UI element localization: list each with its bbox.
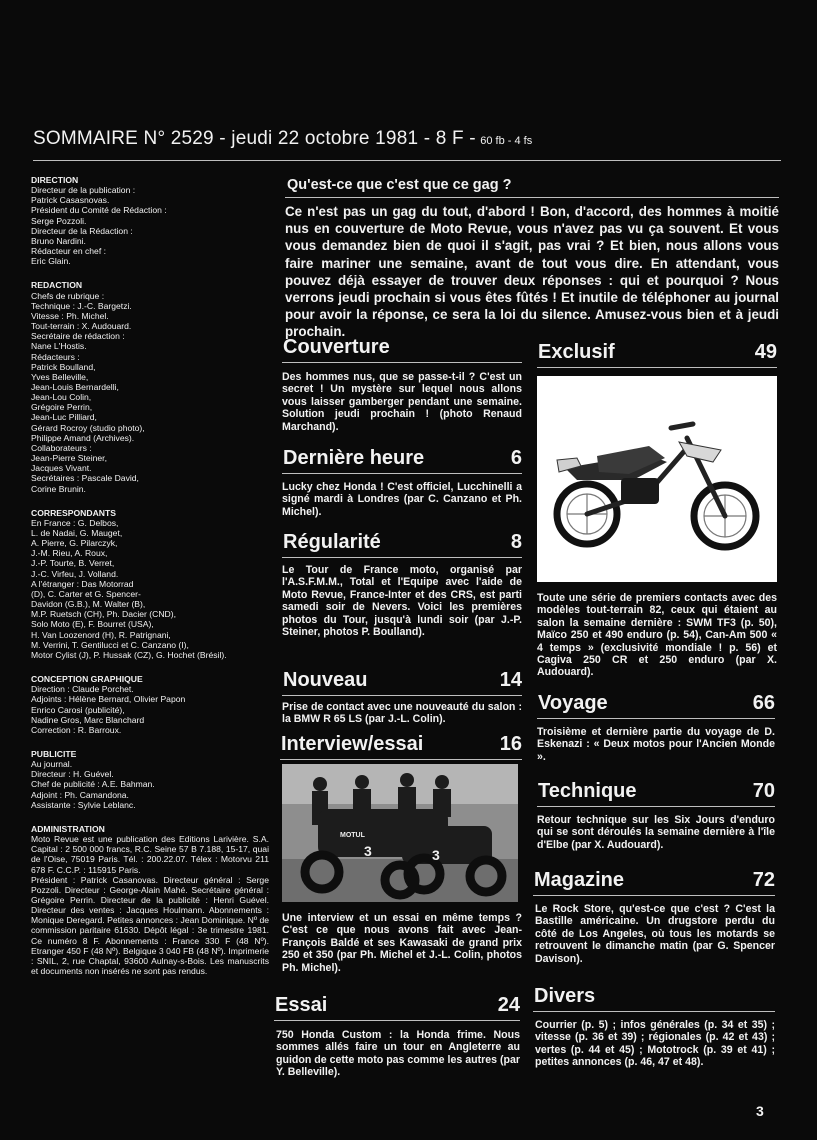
staff-line: Davidon (G.B.), M. Walter (B), [31,599,146,610]
staff-line: Serge Pozzoli. [31,215,87,226]
section-text: Courrier (p. 5) ; infos générales (p. 34 et 35) ; vitesse (p. 36 et 39) ; régionales (p. 42 et 43) ; vertes (p. 44 et 45) ; Mototrock (p. 39 et 41) ; petites annonces (p. 46, 47 et 48). [535,1019,775,1069]
staff-line: L. de Nadai, G. Mauget, [31,528,123,538]
staff-line: J.-C. Virfeu, J. Volland. [31,568,119,579]
staff-line: Jean-Louis Bernardelli, [31,381,119,392]
staff-line: Collaborateurs : [31,442,92,453]
section-technique [537,780,775,851]
administration-text-2: Président : Patrick Casanovas. Directeur général : Serge Pozzoli. Directeur : George-Alain Mahé. Secrétaire général : Grégoire Perrin. Directeur de la publicité : Henri Guével. Directeur des ventes : Jacques Houlmann. Abonnements : Monique Deregard. Petites annonces : Jean Dominique. Nº de commission paritaire 61630. Dépôt légal : 3e trimestre 1981. Ce numéro 8 F. Abonnements : France 330 F (48 Nº). Etranger 450 F (48 Nº). Belgique 3 040 FB (48 Nº). Imprimerie : SNIL, 2, rue Chaptal, 93600 Aulnay-s-Bois. Les manuscrits et documents non insérés ne sont pas rendus. [31,874,269,977]
section-text: Le Rock Store, qu'est-ce que c'est ? C'est la Bastille américaine. Un drugstore perdu du côté de Los Angeles, où tous les motards se retrouvent le dimanche matin (par G. Spencer Davison). [535,903,775,965]
section-page: 6 [510,447,522,469]
staff-line: Motor Cylist (J), P. Hussak (CZ), G. Hochet (Brésil). [31,649,227,660]
section-rule [282,362,522,363]
staff-line: Patrick Boulland, [31,361,96,372]
staff-conception [31,674,269,735]
section-title: Couverture [283,336,390,358]
section-page: 72 [752,869,775,891]
staff-line: Corine Brunin. [31,483,86,494]
interview-photo [282,764,518,902]
section-text: Toute une série de premiers contacts avec des modèles tout-terrain 82, ceux qui étaient au salon la semaine dernière : SWM TF3 (p. 50), Maïco 250 et 490 enduro (p. 54), Can-Am 500 « 4 temps » (exclusivité mondiale ! p. 56) et Cagiva 250 CR et 250 enduro (par X. Audouard). [537,592,777,679]
staff-line: Grégoire Perrin, [31,402,93,413]
staff-administration [31,824,269,976]
administration-text: Moto Revue est une publication des Editions Larivière. S.A. Capital : 2 500 000 francs, R.C. Seine 57 B 7.188, 15-17, quai de l'Oise, 75019 Paris. Tél. : 200.22.07. Télex : Motorvu 211 678 F. C.C.P. : 115915 Paris. [31,834,269,875]
staff-line: Direction : Claude Porchet. [31,684,134,695]
masthead-rule [33,160,781,161]
staff-heading: PUBLICITE [31,748,77,759]
staff-line: Directeur de la Rédaction : [31,225,133,236]
section-text: Des hommes nus, que se passe-t-il ? C'est un secret ! Un mystère sur lequel nous allons vous laisser gamberger pendant une semaine. Solution jeudi prochain ! (photo Renaud Marchand). [282,371,522,433]
staff-line: Solo Moto (E), F. Bourret (USA), [31,619,154,630]
section-interview [280,733,522,974]
staff-correspondants [31,508,269,660]
section-title: Voyage [538,692,608,714]
section-title: Régularité [283,531,381,553]
section-text: Une interview et un essai en même temps ? C'est ce que nous avons fait avec Jean-François Baldé et ses Kawasaki de grand prix 250 et 350 (par Ph. Michel et J.-L. Colin, photos Ph. Michel). [282,912,522,974]
section-title: Technique [538,780,637,802]
staff-line: J.-P. Tourte, B. Verret, [31,558,115,569]
section-page: 24 [497,994,520,1016]
staff-line: En France : G. Delbos, [31,517,119,528]
staff-line: Directeur de la publication : [31,185,136,196]
sponsor-text: MOTUL [340,832,365,839]
staff-line: Correction : R. Barroux. [31,724,122,735]
section-text: Retour technique sur les Six Jours d'enduro qui se sont déroulés la semaine dernière à l'île d'Elbe (par X. Audouard). [537,814,775,851]
staff-line: Jean-Luc Pilliard, [31,412,97,423]
section-text: Troisième et dernière partie du voyage de D. Eskenazi : « Deux motos pour l'Ancien Monde ». [537,726,775,763]
racer-number-right: 3 [432,847,440,863]
section-derniere-heure [282,447,522,518]
section-rule [282,557,522,558]
section-text: Lucky chez Honda ! C'est officiel, Lucchinelli a signé mardi à Londres (par C. Canzano et Ph. Michel). [282,481,522,518]
lead-text: Ce n'est pas un gag du tout, d'abord ! Bon, d'accord, des hommes à moitié nus en couverture de Moto Revue, vous n'avez pas vu ça souvent. Et vous vous demandez bien de quoi il s'agit, pas vrai ? Et bien, nous allons vous faire mariner une semaine, avant de tout vous dire. En attendant, vous pouvez déjà essayer de trouver deux réponses : qui et pourquoi ? Nous verrons jeudi prochain si vous êtes fûtés ! Et inutile de téléphoner au journal pour avoir la réponse, ce sera la loi du silence. Amusez-vous bien et à jeudi prochain. [285,204,779,340]
section-page: 66 [752,692,775,714]
staff-line: Assistante : Sylvie Leblanc. [31,799,136,810]
section-exclusif [537,341,777,679]
staff-line: Tout-terrain : X. Audouard. [31,321,132,332]
staff-line: Patrick Casasnovas. [31,195,110,206]
staff-line: Rédacteurs : [31,351,80,362]
staff-heading: CORRESPONDANTS [31,507,116,518]
staff-direction [31,175,269,266]
section-divers [533,985,775,1069]
staff-line: H. Van Loozenord (H), R. Patrignani, [31,629,171,640]
section-rule [537,806,775,807]
staff-line: Adjoint : Ph. Camandona. [31,789,129,800]
lead-title: Qu'est-ce que c'est que ce gag ? [287,177,512,193]
section-magazine [533,869,775,965]
exclusif-photo [537,376,777,582]
staff-line: Bruno Nardini. [31,235,86,246]
staff-line: Technique : J.-C. Bargetzi. [31,300,132,311]
racers-illustration [282,764,518,902]
section-nouveau [282,669,522,726]
section-couverture [282,336,522,433]
staff-line: M. Verrini, T. Gentilucci et C. Canzano (I), [31,639,189,650]
masthead-foreign-price: 60 fb - 4 fs [480,135,533,147]
section-page: 8 [510,531,522,553]
staff-line: Jacques Vivant. [31,463,92,474]
staff-line: Secrétaires : Pascale David, [31,473,139,484]
staff-heading: DIRECTION [31,175,79,185]
staff-heading: CONCEPTION GRAPHIQUE [31,674,143,685]
section-title: Divers [534,985,596,1007]
section-regularite [282,531,522,638]
section-rule [282,473,522,474]
section-title: Nouveau [283,669,368,691]
staff-line: A. Pierre, G. Pilarczyk, [31,538,118,549]
staff-line: Secrétaire de rédaction : [31,331,125,342]
section-text: Le Tour de France moto, organisé par l'A.S.F.M.M., Total et l'Equipe avec l'aide de Moto Revue, France-Inter et des CRS, est parti samedi soir de Nevers. Voici les premières photos du Tour, jusqu'à lundi soir (par J.-P. Steiner, photos P. Boulland). [282,564,522,639]
section-essai [274,994,520,1079]
staff-line: Vitesse : Ph. Michel. [31,310,109,321]
racer-number-left: 3 [364,843,372,859]
section-title: Dernière heure [283,447,425,469]
section-rule [537,367,777,368]
staff-line: Directeur : H. Guével. [31,769,114,780]
section-rule [533,895,775,896]
staff-line: Enrico Carosi (publicité), [31,704,125,715]
motocross-bike-illustration [537,376,777,582]
staff-line: Nane L'Hostis. [31,341,87,352]
section-text: 750 Honda Custom : la Honda frime. Nous sommes allés faire un tour en Angleterre au guidon de cette moto pas comme les autres (par Y. Belleville). [276,1029,520,1079]
page-number: 3 [756,1103,764,1119]
section-rule [537,718,775,719]
staff-line: A l'étranger : Das Motorrad [31,578,134,589]
section-page: 70 [752,780,775,802]
staff-line: Philippe Amand (Archives). [31,432,135,443]
staff-line: J.-M. Rieu, A. Roux, [31,548,108,559]
staff-line: Nadine Gros, Marc Blanchard [31,714,145,725]
section-title: Magazine [534,869,625,891]
staff-line: Eric Glain. [31,256,71,267]
staff-heading: ADMINISTRATION [31,823,105,834]
section-title: Essai [275,994,328,1016]
section-rule [280,759,522,760]
staff-line: Yves Belleville, [31,371,89,382]
staff-line: Chef de publicité : A.E. Bahman. [31,779,155,790]
section-page: 16 [499,733,522,755]
section-rule [274,1020,520,1021]
staff-column [31,175,269,985]
staff-publicite [31,749,269,810]
staff-redaction [31,280,269,493]
section-title: Exclusif [538,341,615,363]
staff-line: Président du Comité de Rédaction : [31,205,167,216]
staff-line: M.P. Ruetsch (CH), Ph. Dacier (CND), [31,609,177,620]
staff-line: Jean-Pierre Steiner, [31,453,107,464]
section-title: Interview/essai [281,733,424,755]
staff-line: Au journal. [31,759,73,770]
staff-line: Gérard Rocroy (studio photo), [31,422,145,433]
lead-rule [285,197,779,198]
section-page: 14 [499,669,522,691]
section-rule [533,1011,775,1012]
masthead [33,128,781,150]
staff-line: Chefs de rubrique : [31,290,105,301]
section-page: 49 [754,341,777,363]
section-text: Prise de contact avec une nouveauté du salon : la BMW R 65 LS (par J.-L. Colin). [282,701,522,726]
section-rule [282,695,522,696]
staff-line: Adjoints : Hélène Bernard, Olivier Papon [31,694,186,705]
staff-line: (D), C. Carter et G. Spencer- [31,588,141,599]
staff-line: Rédacteur en chef : [31,246,107,257]
staff-line: Jean-Lou Colin, [31,392,92,403]
staff-heading: REDACTION [31,280,83,291]
masthead-title: SOMMAIRE N° 2529 - jeudi 22 octobre 1981 - 8 F - [33,128,476,149]
section-voyage [537,692,775,763]
